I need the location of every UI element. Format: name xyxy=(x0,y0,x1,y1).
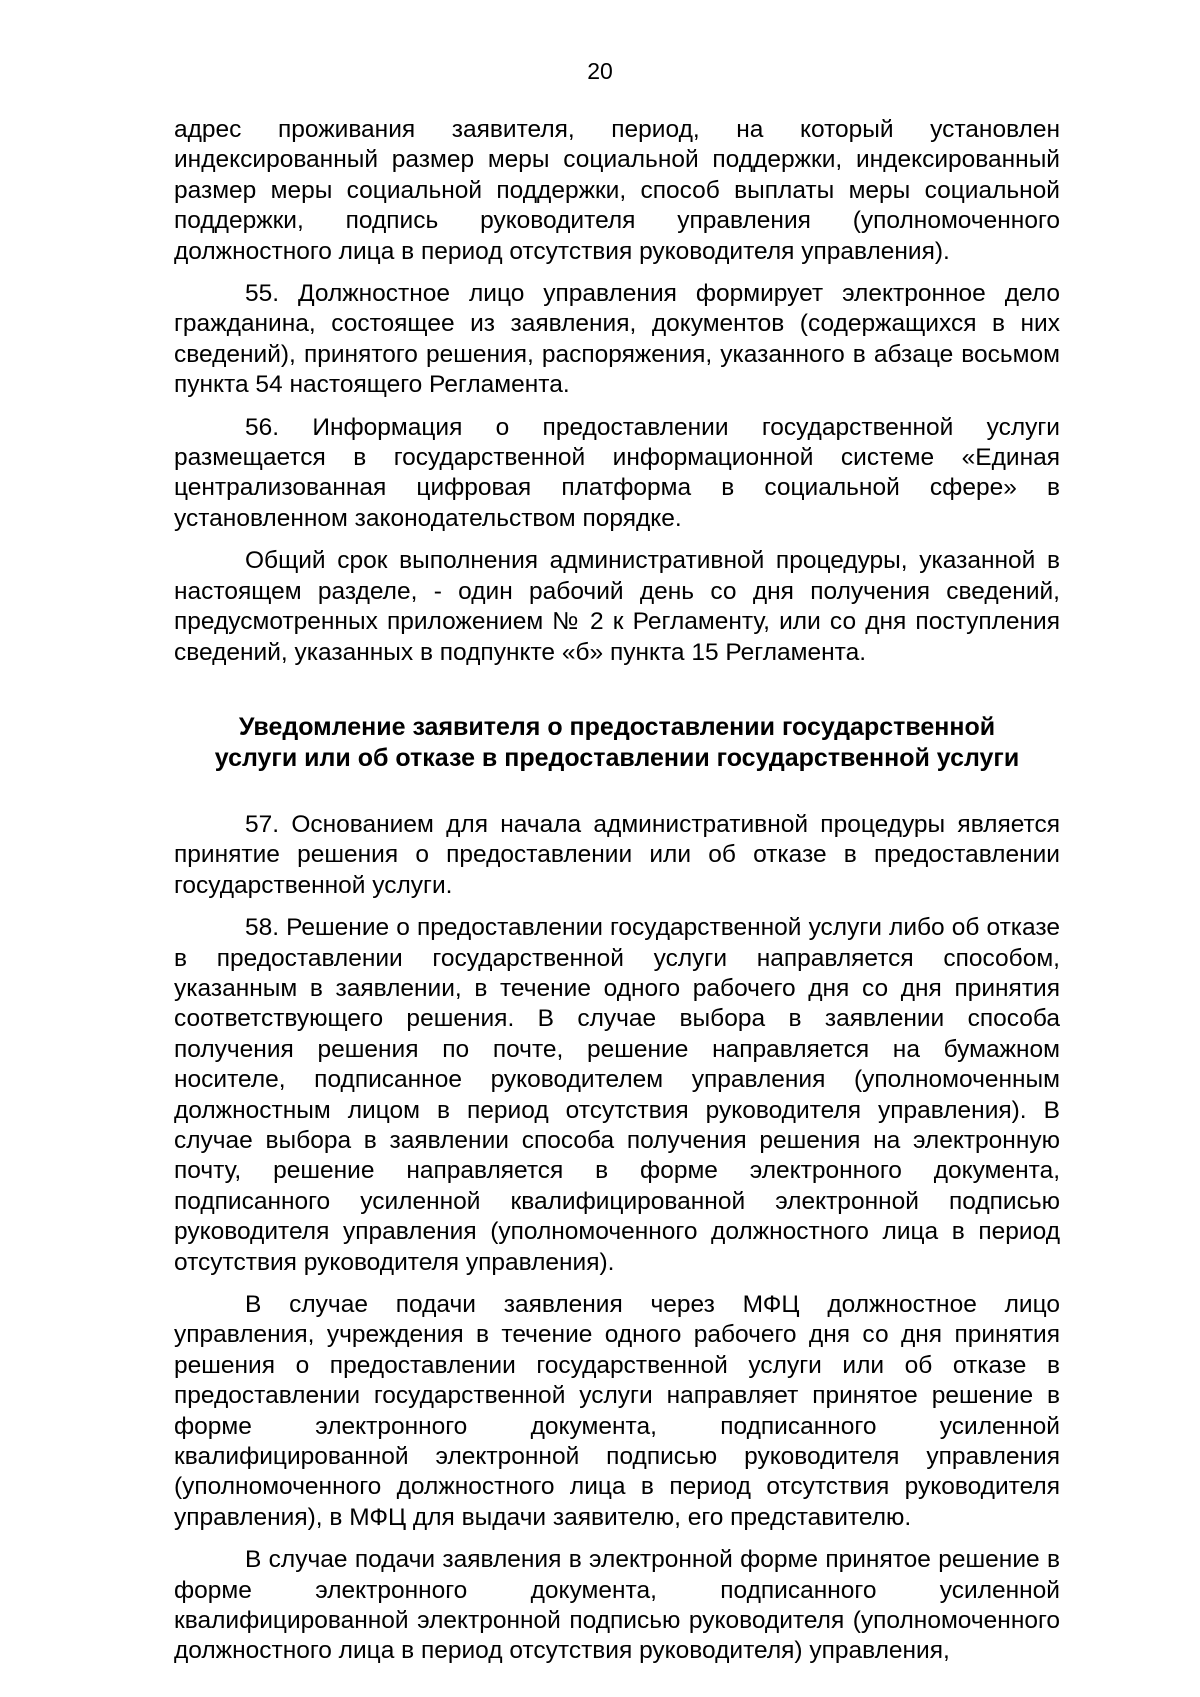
page-content xyxy=(174,115,1060,1679)
section-heading-line-1: Уведомление заявителя о предоставлении государственной xyxy=(238,712,996,741)
paragraph: адрес проживания заявителя, период, на который установлен индексированный размер меры социальной поддержки, индексированный размер меры социальной поддержки, способ выплаты меры социальной поддержки, подпись руководителя управления (уполномоченного должностного лица в период отсутствия руководителя управления). xyxy=(174,116,1060,265)
section-heading xyxy=(174,712,1060,774)
section-after-heading xyxy=(174,810,1060,1667)
paragraph: 55. Должностное лицо управления формирует электронное дело гражданина, состоящее из заявления, документов (содержащихся в них сведений), принятого решения, распоряжения, указанного в абзаце восьмом пункта 54 настоящего Регламента. xyxy=(174,280,1060,399)
paragraph: 58. Решение о предоставлении государственной услуги либо об отказе в предоставлении государственной услуги направляется способом, указанным в заявлении, в течение одного рабочего дня со дня принятия соответствующего решения. В случае выбора в заявлении способа получения решения по почте, решение направляется на бумажном носителе, подписанное руководителем управления (уполномоченным должностным лицом в период отсутствия руководителя управления). В случае выбора в заявлении способа получения решения на электронную почту, решение направляется в форме электронного документа, подписанного усиленной квалифицированной электронной подписью руководителя управления (уполномоченного должностного лица в период отсутствия руководителя управления). xyxy=(174,914,1060,1276)
paragraph: 56. Информация о предоставлении государственной услуги размещается в государственной информационной системе «Единая централизованная цифровая платформа в социальной сфере» в установленном законодательством порядке. xyxy=(174,413,1060,532)
section-before-heading xyxy=(174,115,1060,668)
paragraph: В случае подачи заявления в электронной форме принятое решение в форме электронного документа, подписанного усиленной квалифицированной электронной подписью руководителя (уполномоченного должностного лица в период отсутствия руководителя) управления, xyxy=(174,1546,1060,1665)
paragraph: 57. Основанием для начала административной процедуры является принятие решения о предоставлении или об отказе в предоставлении государственной услуги. xyxy=(174,810,1060,899)
section-heading-line-2: услуги или об отказе в предоставлении государственной услуги xyxy=(214,743,1020,772)
paragraph: В случае подачи заявления через МФЦ должностное лицо управления, учреждения в течение одного рабочего дня со дня принятия решения о предоставлении государственной услуги или об отказе в предоставлении государственной услуги направляет принятое решение в форме электронного документа, подписанного усиленной квалифицированной электронной подписью руководителя управления (уполномоченного должностного лица в период отсутствия руководителя управления), в МФЦ для выдачи заявителю, его представителю. xyxy=(174,1291,1060,1531)
page-number: 20 xyxy=(587,58,613,84)
paragraph: Общий срок выполнения административной процедуры, указанной в настоящем разделе, - один рабочий день со дня получения сведений, предусмотренных приложением № 2 к Регламенту, или со дня поступления сведений, указанных в подпункте «б» пункта 15 Регламента. xyxy=(174,547,1060,666)
